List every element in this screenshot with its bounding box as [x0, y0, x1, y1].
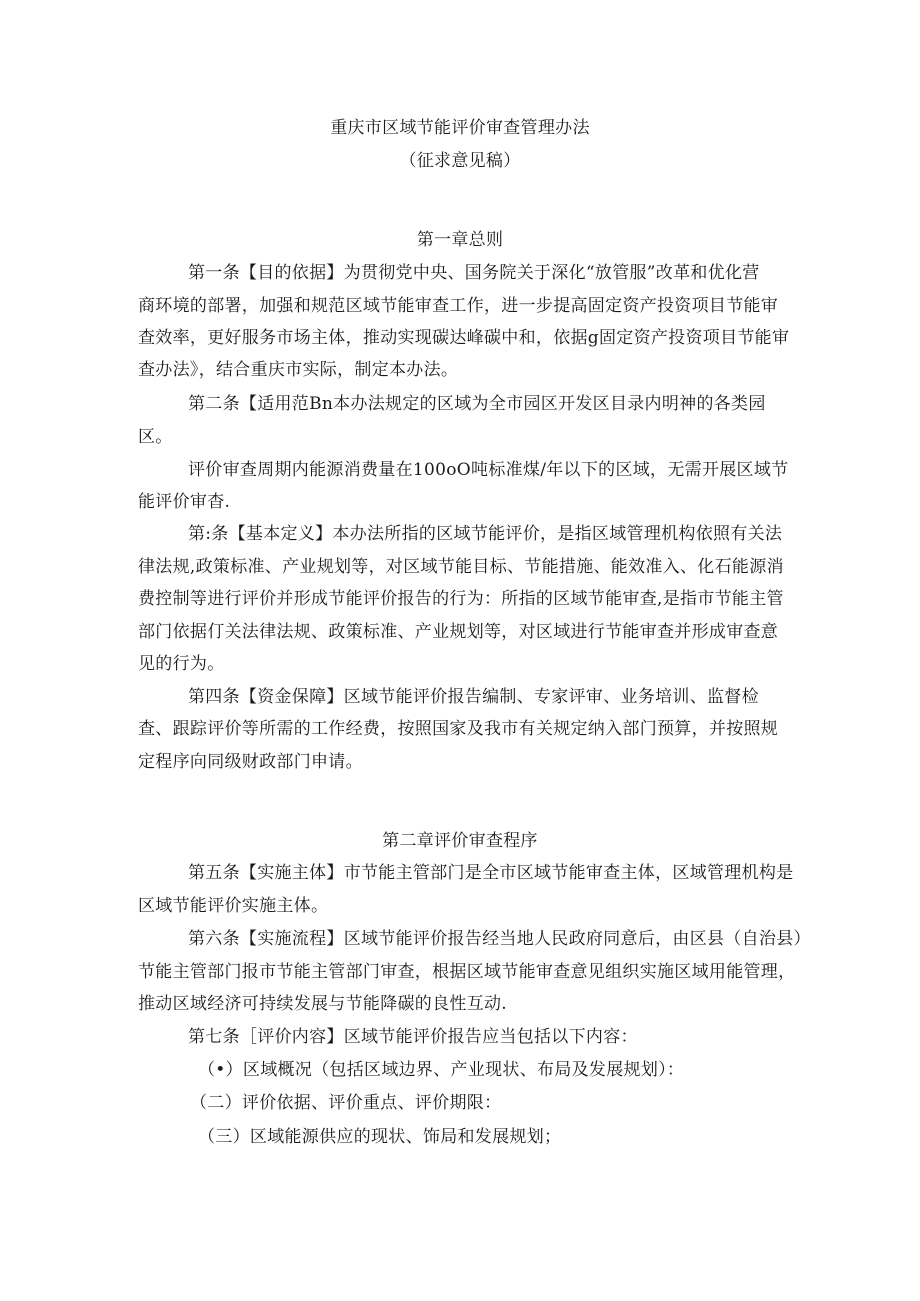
article-7-line-1: 第七条［评价内容】区域节能评价报告应当包括以下内容：	[188, 1027, 638, 1047]
document-title: 重庆市区域节能评价审查管理办法	[330, 118, 590, 138]
article-3-line-2: 律法规,政策标准、产业规划等，对区域节能目标、节能措施、能效准入、化石能源消	[138, 557, 784, 577]
chapter-2-heading: 第二章评价审查程序	[382, 831, 538, 851]
document-subtitle: （征求意见稿）	[399, 151, 521, 171]
article-2-line-2: 区。	[138, 427, 173, 447]
article-6-line-1: 第六条【实施流程】区域节能评价报告经当地人民政府同意后，由区县（自治县）	[188, 929, 811, 949]
article-3-line-1: 第:条【基本定义】本办法所指的区域节能评价，是指区域管理机构依照有关法	[188, 524, 783, 544]
article-3-line-3: 费控制等进行评价并形成节能评价报告的行为：所指的区域节能审查,是指市节能主管	[138, 589, 784, 609]
article-7-item-2: （二）评价依据、评价重点、评价期限：	[190, 1093, 502, 1113]
article-2-para-2-line-2: 能评价审杳.	[138, 492, 231, 512]
article-1-line-2: 商环境的部署，加强和规范区域节能审查工作，进一步提高固定资产投资项目节能审	[138, 296, 779, 316]
article-5-line-1: 第五条【实施主体】市节能主管部门是全市区域节能审查主体，区域管理机构是	[188, 863, 794, 883]
article-3-line-5: 见的行为。	[138, 654, 225, 674]
article-1-line-1: 第一条【目的依据】为贯彻党中央、国务院关于深化“放管服”改革和优化营	[188, 263, 760, 283]
article-4-line-2: 查、跟踪评价等所需的工作经费，按照国家及我市有关规定纳入部门预算，并按照规	[138, 719, 779, 739]
chapter-1-heading: 第一章总则	[416, 230, 504, 250]
article-4-line-1: 第四条【资金保障】区域节能评价报告编制、专家评审、业务培训、监督检	[188, 687, 759, 707]
article-7-item-1: （•）区域概况（包括区域边界、产业现状、布局及发展规划）：	[198, 1060, 685, 1080]
article-2-para-2-line-1: 评价审查周期内能源消费量在100oO吨标准煤/年以下的区域，无需开展区域节	[188, 460, 789, 480]
article-3-line-4: 部门依据仃关法律法规、政策标准、产业规划等，对区域进行节能审查并形成审查意	[138, 622, 779, 642]
article-2-line-1: 第二条【适用范Bn本办法规定的区域为全市园区开发区目录内明神的各类园	[188, 394, 766, 414]
article-6-line-2: 节能主管部门报市节能主管部门审查，根据区域节能审查意见组织实施区域用能管理，	[138, 962, 796, 982]
article-7-item-3: （三）区域能源供应的现状、饰局和发展规划；	[198, 1127, 562, 1147]
article-4-line-3: 定程序向同级财政部门申请。	[138, 752, 363, 772]
article-1-line-4: 查办法》，结合重庆市实际，制定本办法。	[138, 360, 459, 380]
article-6-line-3: 推动区域经济可持续发展与节能降碳的良性互动.	[138, 994, 508, 1014]
article-5-line-2: 区域节能评价实施主体。	[138, 896, 329, 916]
article-1-line-3: 查效率，更好服务市场主体，推动实现碳达峰碳中和，依据g固定资产投资项目节能审	[138, 328, 790, 348]
